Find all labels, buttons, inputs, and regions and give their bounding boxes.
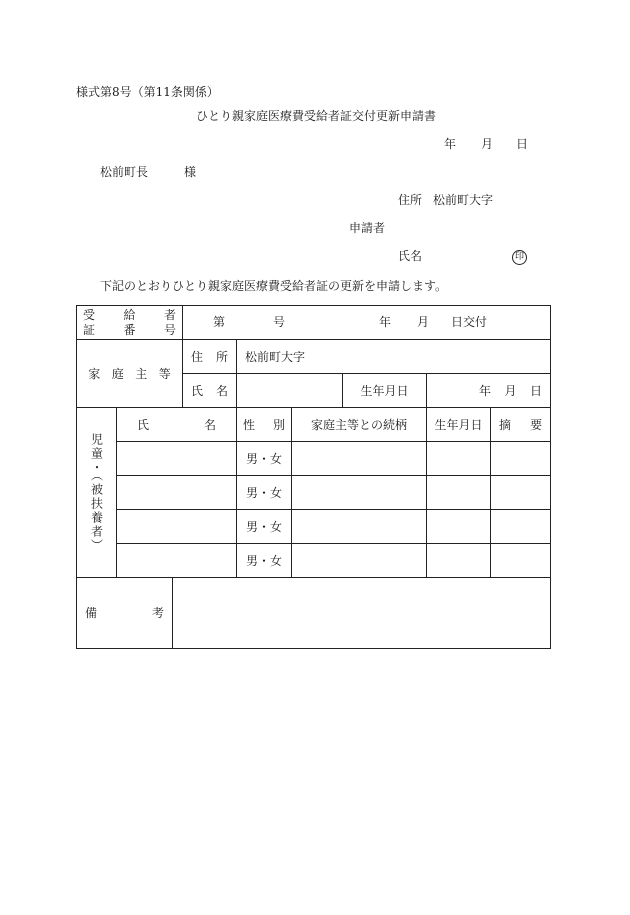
cert-label-char: 号: [164, 323, 177, 337]
child-birthdate-field[interactable]: [427, 442, 491, 476]
household-label-char: 主: [135, 366, 148, 381]
address-label-char: 住: [191, 349, 204, 364]
child-relation-field[interactable]: [292, 544, 427, 578]
child-sex-header-char: 別: [273, 417, 286, 432]
household-address-row: [77, 340, 551, 374]
child-relation-field[interactable]: [292, 442, 427, 476]
household-name-label: [183, 374, 237, 408]
child-notes-header-char: 摘: [499, 417, 512, 432]
child-birthdate-header: 生年月日: [427, 408, 491, 442]
child-notes-field[interactable]: [491, 476, 551, 510]
child-name-field[interactable]: [117, 510, 237, 544]
cert-number-row: [77, 306, 551, 340]
child-sex-header: [237, 408, 292, 442]
household-name-field[interactable]: [237, 374, 343, 408]
household-birthdate-label: 生年月日: [343, 374, 427, 408]
child-name-field[interactable]: [117, 442, 237, 476]
child-name-header-char: 名: [204, 417, 217, 432]
child-birthdate-field[interactable]: [427, 544, 491, 578]
seal-mark: [512, 249, 527, 265]
child-row: [77, 544, 551, 578]
children-header-row: [77, 408, 551, 442]
birth-day-label: 日: [530, 383, 543, 398]
date-year-label: 年: [444, 137, 457, 151]
name-label-char: 名: [216, 383, 229, 398]
remarks-field[interactable]: [173, 578, 551, 649]
child-row: [77, 510, 551, 544]
household-label-char: 家: [88, 366, 101, 381]
child-row: [77, 442, 551, 476]
remarks-label-char: 備: [85, 606, 98, 620]
household-address-value: 松前町大字: [245, 349, 306, 364]
application-table: [76, 305, 551, 649]
seal-icon: 印: [512, 250, 527, 265]
child-relation-header: 家庭主等との続柄: [292, 408, 427, 442]
name-label-char: 氏: [191, 383, 204, 398]
cert-label-char: 番: [123, 323, 136, 337]
child-relation-field[interactable]: [292, 476, 427, 510]
remarks-label-char: 考: [151, 606, 164, 620]
child-notes-field[interactable]: [491, 510, 551, 544]
addressee-name: 松前町長: [100, 165, 149, 179]
issue-month-label: 月: [417, 314, 430, 329]
form-number: 様式第8号（第11条関係）: [76, 85, 219, 99]
cert-no-suffix: 号: [273, 314, 286, 329]
child-name-field[interactable]: [117, 544, 237, 578]
household-birthdate-field[interactable]: [427, 374, 551, 408]
cert-no-prefix: 第: [213, 314, 226, 329]
child-row: [77, 476, 551, 510]
issue-year-label: 年: [379, 314, 392, 329]
cert-number-field[interactable]: [183, 306, 551, 340]
child-notes-header: [491, 408, 551, 442]
request-statement: 下記のとおりひとり親家庭医療費受給者証の更新を申請します。: [100, 279, 448, 293]
child-name-field[interactable]: [117, 476, 237, 510]
address-label-char: 所: [216, 349, 229, 364]
applicant-label: 申請者: [349, 221, 386, 235]
child-sex-field[interactable]: 男・女: [237, 442, 292, 476]
remarks-label: [77, 578, 173, 649]
household-label-char: 等: [158, 366, 171, 381]
birth-month-label: 月: [504, 383, 517, 398]
child-sex-header-char: 性: [243, 417, 256, 432]
applicant-address-value: 松前町大字: [433, 193, 494, 207]
date-month-label: 月: [481, 137, 494, 151]
remarks-row: [77, 578, 551, 649]
household-head-label: [77, 340, 183, 408]
applicant-address-label: 住所: [398, 193, 423, 207]
addressee-honorific: 様: [184, 165, 197, 179]
child-relation-field[interactable]: [292, 510, 427, 544]
cert-label-char: 受: [83, 308, 96, 322]
children-section-label: [77, 408, 117, 578]
household-label-char: 庭: [111, 366, 124, 381]
cert-label-char: 者: [164, 308, 177, 322]
child-birthdate-field[interactable]: [427, 476, 491, 510]
child-name-header: [117, 408, 237, 442]
child-notes-field[interactable]: [491, 442, 551, 476]
child-notes-field[interactable]: [491, 544, 551, 578]
child-sex-field[interactable]: 男・女: [237, 510, 292, 544]
cert-label-char: 給: [123, 308, 136, 322]
applicant-name-label: 氏名: [398, 249, 423, 263]
issue-day-label: 日交付: [451, 314, 488, 329]
child-sex-field[interactable]: 男・女: [237, 476, 292, 510]
child-name-header-char: 氏: [137, 417, 150, 432]
child-sex-field[interactable]: 男・女: [237, 544, 292, 578]
form-title: ひとり親家庭医療費受給者証交付更新申請書: [196, 109, 437, 123]
birth-year-label: 年: [479, 383, 492, 398]
cert-label-char: 証: [83, 323, 96, 337]
date-day-label: 日: [516, 137, 529, 151]
children-label-text: 児童・（被扶養者）: [89, 432, 104, 553]
household-address-field[interactable]: [237, 340, 551, 374]
household-address-label: [183, 340, 237, 374]
child-notes-header-char: 要: [530, 417, 543, 432]
child-birthdate-field[interactable]: [427, 510, 491, 544]
cert-number-label: [77, 306, 183, 340]
